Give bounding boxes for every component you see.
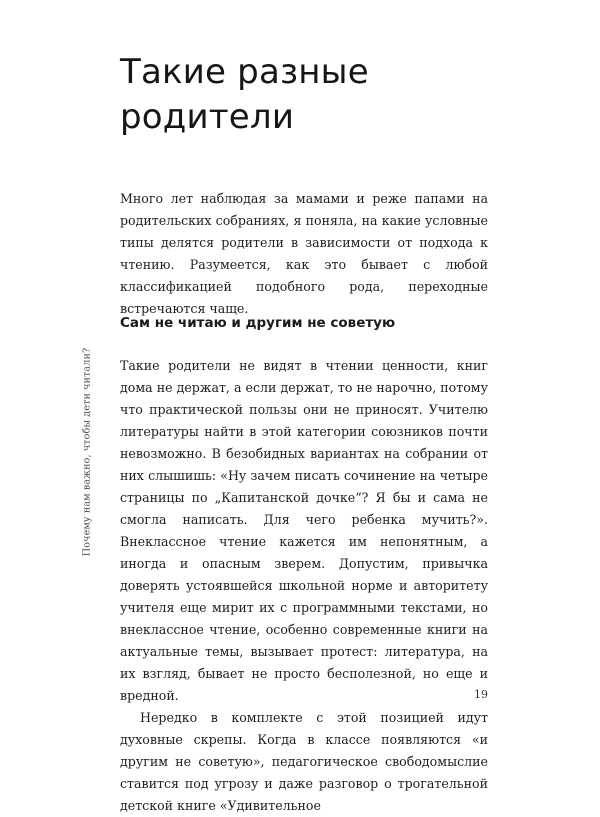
chapter-title-line-1: Такие разные <box>120 52 369 92</box>
intro-block <box>120 188 488 320</box>
section-paragraph-2: Нередко в комплекте с этой позицией идут духовные скрепы. Когда в классе появляются «и другим не советую», педагогическое свободомыслие ставится под угрозу и даже разговор о трогательной детской книге «Удивительное <box>120 710 488 813</box>
running-head-text: Почему нам важно, чтобы дети читали? <box>81 347 93 557</box>
chapter-title <box>120 50 520 140</box>
page-number: 19 <box>474 688 488 701</box>
intro-paragraph: Много лет наблюдая за мамами и реже папами на родительских собраниях, я поняла, на какие условные типы делятся родители в зависимости от подхода к чтению. Разумеется, как это бывает с любой классификацией подобного рода, переходные встречаются чаще. <box>120 191 488 316</box>
section-heading: Сам не читаю и другим не советую <box>120 315 396 331</box>
chapter-title-line-2: родители <box>120 97 295 137</box>
section-paragraph-1: Такие родители не видят в чтении ценности, книг дома не держат, а если держат, то не нарочно, потому что практической пользы они не приносят. Учителю литературы найти в этой категории союзников почти невозможно. В безобидных вариантах на собрании от них слышишь: «Ну зачем писать сочинение на четыре страницы по „Капитанской дочке“? Я бы и сама не смогла написать. Для чего ребенка мучить?». Внеклассное чтение кажется им непонятным, а иногда и опасным зверем. Допустим, привычка доверять устоявшейся школьной норме и авторитету учителя еще мирит их с программными текстами, но внеклассное чтение, особенно современные книги на актуальные темы, вызывает протест: литература, на их взгляд, бывает не просто бесполезной, но еще и вредной. <box>120 358 488 703</box>
section-body <box>120 355 488 817</box>
